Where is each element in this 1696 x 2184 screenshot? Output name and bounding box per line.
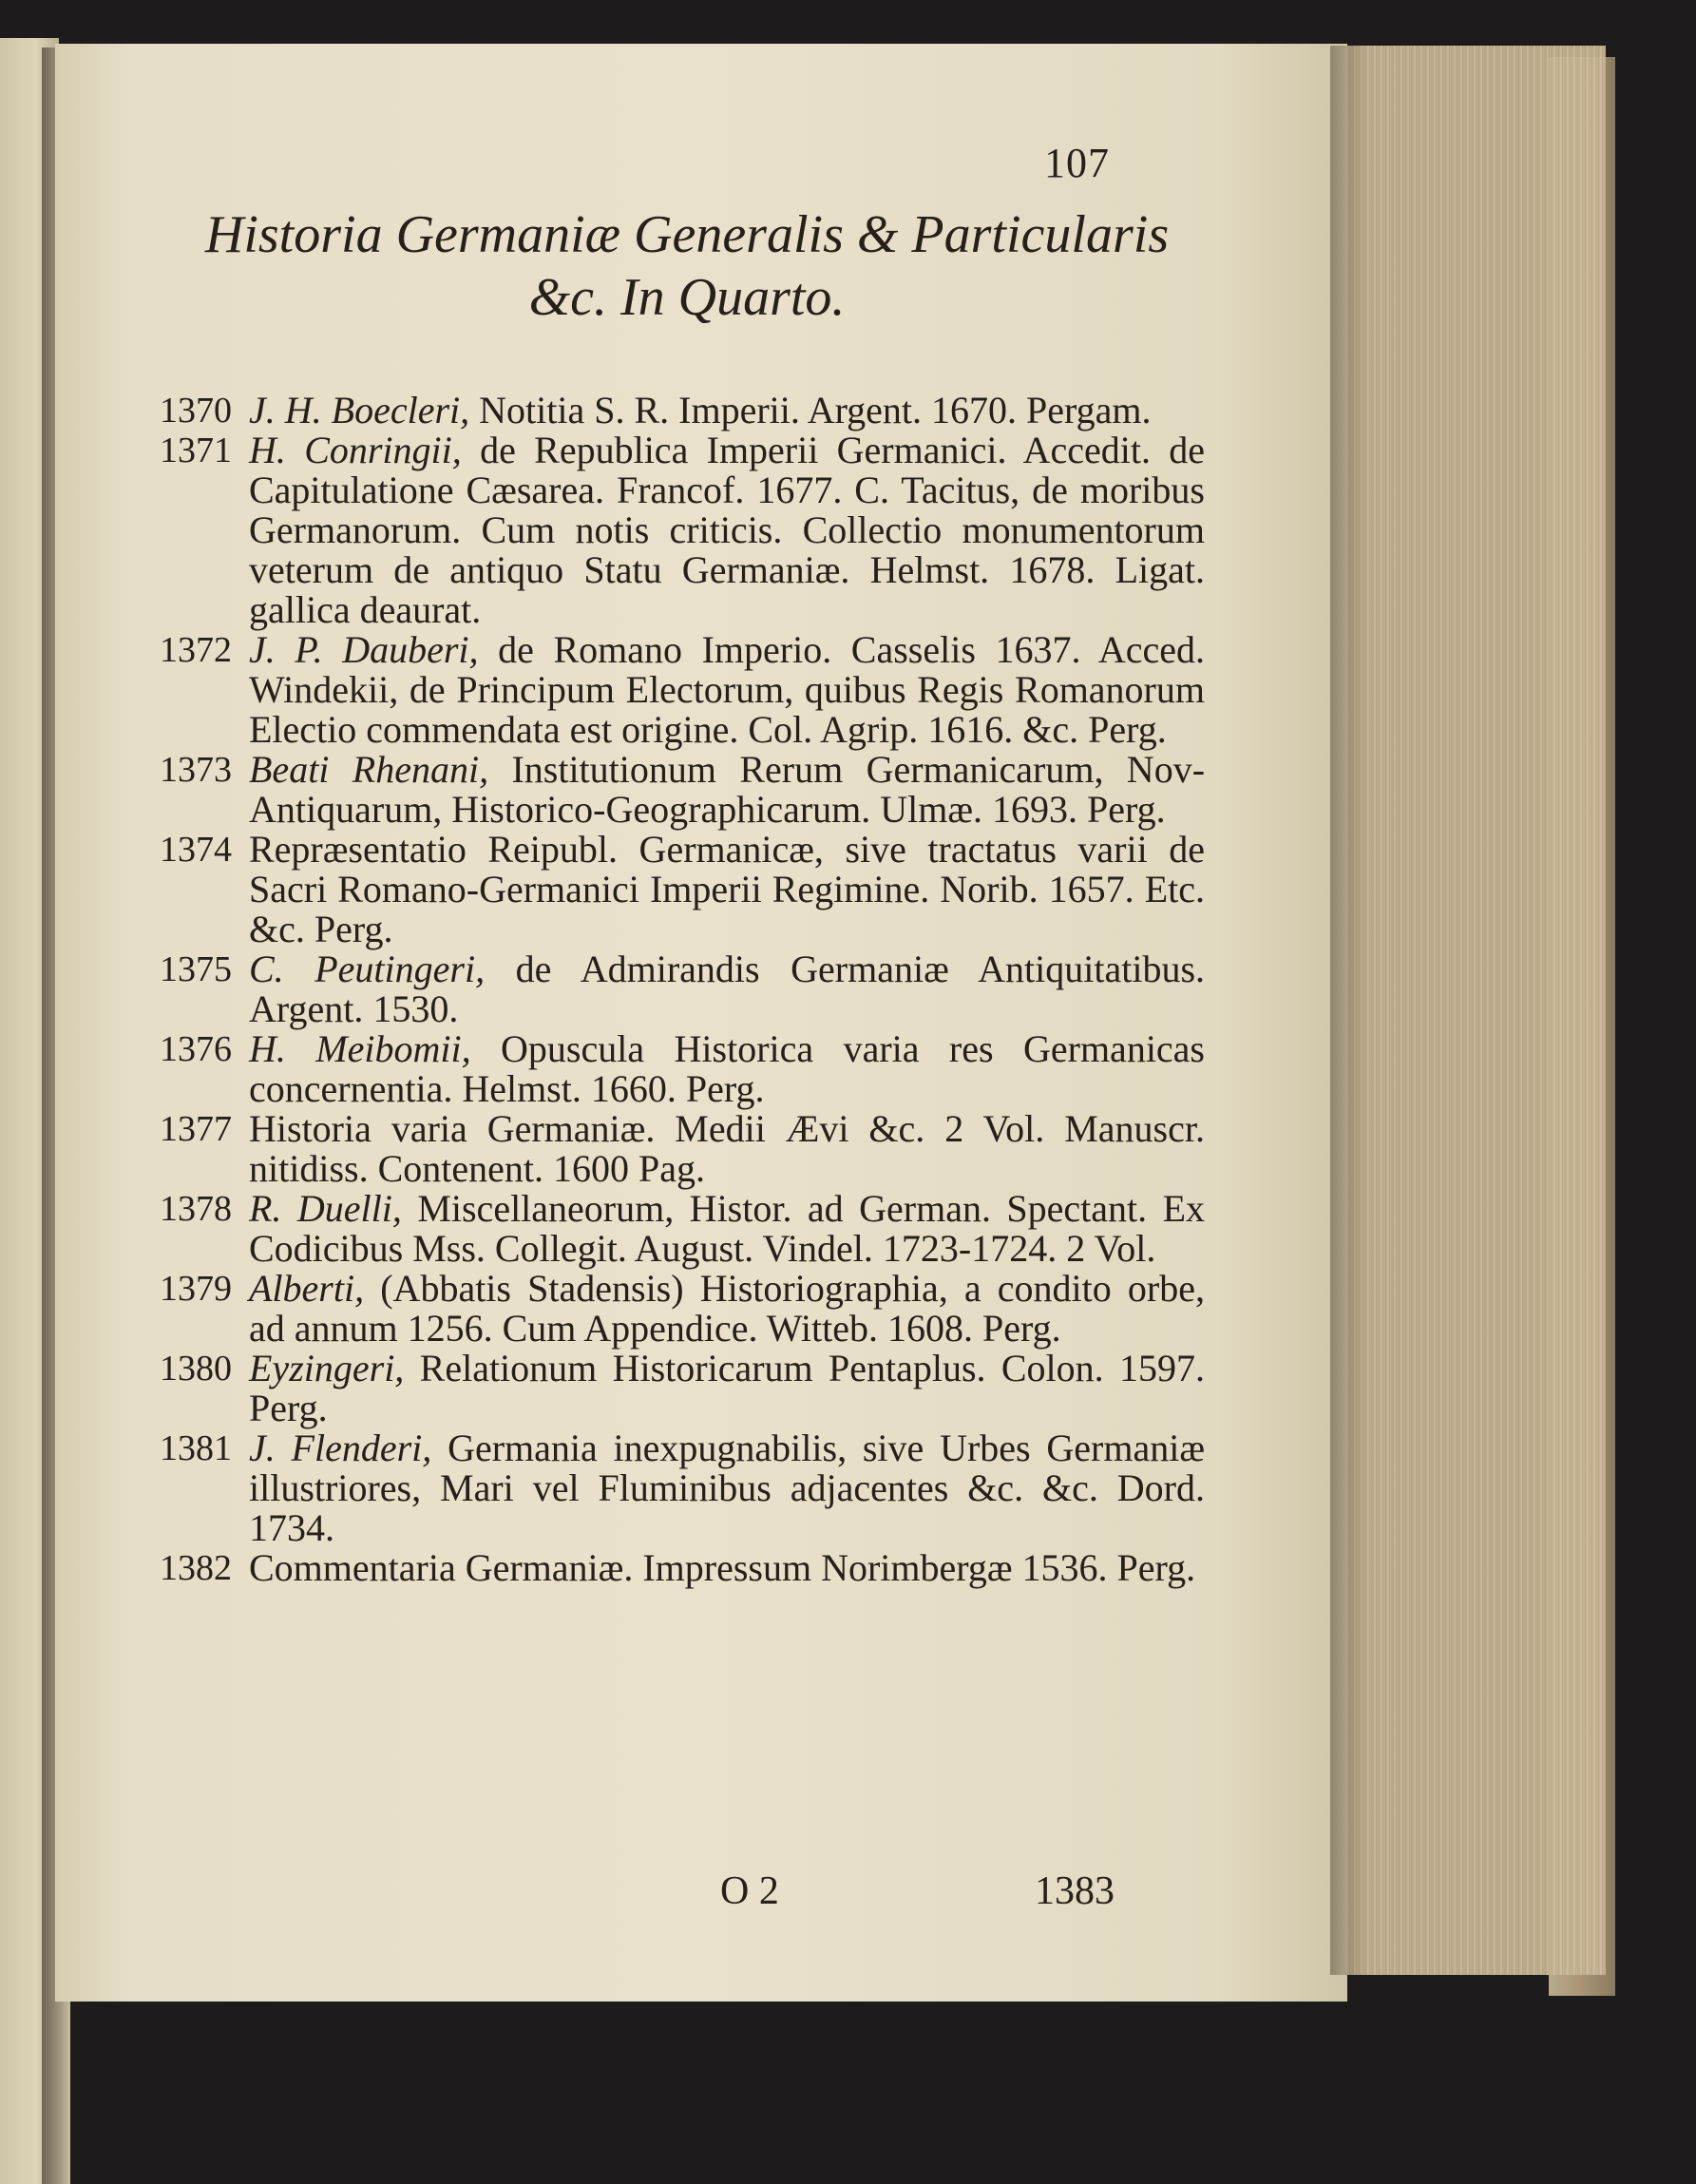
- entry-number: 1377: [160, 1109, 232, 1149]
- entry-author: J. Flenderi,: [249, 1427, 432, 1469]
- entry-author: Beati Rhenani,: [249, 748, 489, 791]
- entry-number: 1382: [160, 1548, 232, 1588]
- entry-number: 1375: [160, 949, 232, 989]
- entry-text: Germania inexpugnabilis, sive Urbes Germaniæ illustriores, Mari vel Fluminibus adjacentes &c. &c. Dord. 1734.: [249, 1427, 1205, 1549]
- catalogue-entry: [160, 750, 1205, 830]
- entry-text: de Romano Imperio. Casselis 1637. Acced. Windekii, de Principum Electorum, quibus Regis Romanorum Electio commendata est origine. Col. Agrip. 1616. &c. Perg.: [249, 628, 1205, 751]
- entry-number: 1373: [160, 750, 232, 790]
- catalogue-entry: [160, 1189, 1205, 1269]
- entry-text: de Republica Imperii Germanici. Accedit. de Capitulatione Cæsarea. Francof. 1677. C. Tacitus, de moribus Germanorum. Cum notis criticis. Collectio monumentorum veterum de antiquo Statu Germaniæ. Helmst. 1678. Ligat. gallica deaurat.: [249, 429, 1205, 631]
- entry-number: 1381: [160, 1428, 232, 1468]
- entry-text: Historia varia Germaniæ. Medii Ævi &c. 2 Vol. Manuscr. nitidiss. Contenent. 1600 Pag.: [249, 1107, 1205, 1190]
- entry-author: J. H. Boecleri,: [249, 389, 470, 431]
- entry-text: Repræsentatio Reipubl. Germanicæ, sive tractatus varii de Sacri Romano-Germanici Imperii Regimine. Norib. 1657. Etc. &c. Perg.: [249, 828, 1205, 950]
- catalogue-entries: [160, 391, 1205, 1588]
- entry-text: Opuscula Historica varia res Germanicas concernentia. Helmst. 1660. Perg.: [249, 1027, 1206, 1110]
- entry-number: 1370: [160, 391, 232, 431]
- page-number: 107: [1044, 140, 1110, 186]
- entry-author: Alberti,: [249, 1267, 365, 1310]
- entry-text: (Abbatis Stadensis) Historiographia, a condito orbe, ad annum 1256. Cum Appendice. Witteb. 1608. Perg.: [249, 1267, 1205, 1350]
- entry-text: de Admirandis Germaniæ Antiquitatibus. Argent. 1530.: [249, 948, 1206, 1030]
- entry-author: J. P. Dauberi,: [249, 628, 479, 671]
- catalogue-entry: [160, 431, 1205, 630]
- entry-number: 1372: [160, 630, 232, 670]
- catalogue-entry: [160, 630, 1205, 750]
- page-edge-shadow: [1330, 46, 1368, 1975]
- entry-number: 1380: [160, 1349, 232, 1389]
- catalogue-entry: [160, 1428, 1205, 1548]
- page-title: Historia Germaniæ Generalis & Particularis &c. In Quarto.: [204, 205, 1170, 327]
- catalogue-entry: [160, 949, 1205, 1029]
- catalogue-entry: [160, 1269, 1205, 1349]
- catalogue-entry: [160, 1548, 1205, 1588]
- entry-text: Institutionum Rerum Germanicarum, Nov-Antiquarum, Historico-Geographicarum. Ulmæ. 1693. Perg.: [249, 748, 1206, 831]
- page-block-edges: [1330, 46, 1606, 1975]
- entry-author: H. Conringii,: [249, 429, 462, 471]
- book-page: [55, 44, 1347, 2002]
- catalogue-entry: [160, 1349, 1205, 1428]
- entry-author: C. Peutingeri,: [249, 948, 486, 990]
- entry-number: 1378: [160, 1189, 232, 1229]
- catalogue-entry: [160, 830, 1205, 949]
- entry-author: H. Meibomii,: [249, 1027, 471, 1070]
- entry-number: 1379: [160, 1269, 232, 1309]
- entry-author: Eyzingeri,: [249, 1347, 405, 1389]
- entry-text: Commentaria Germaniæ. Impressum Norimbergæ 1536. Perg.: [249, 1546, 1196, 1589]
- entry-text: Notitia S. R. Imperii. Argent. 1670. Pergam.: [479, 389, 1152, 431]
- signature-mark: O 2: [720, 1869, 779, 1913]
- catalogue-entry: [160, 391, 1205, 431]
- catalogue-entry: [160, 1109, 1205, 1189]
- entry-number: 1371: [160, 431, 232, 470]
- catchword: 1383: [1035, 1869, 1115, 1913]
- entry-author: R. Duelli,: [249, 1187, 402, 1230]
- entry-text: Miscellaneorum, Histor. ad German. Spectant. Ex Codicibus Mss. Collegit. August. Vindel. 1723-1724. 2 Vol.: [249, 1187, 1205, 1270]
- entry-text: Relationum Historicarum Pentaplus. Colon. 1597. Perg.: [249, 1347, 1205, 1429]
- catalogue-entry: [160, 1029, 1205, 1109]
- entry-number: 1374: [160, 830, 232, 870]
- entry-number: 1376: [160, 1029, 232, 1069]
